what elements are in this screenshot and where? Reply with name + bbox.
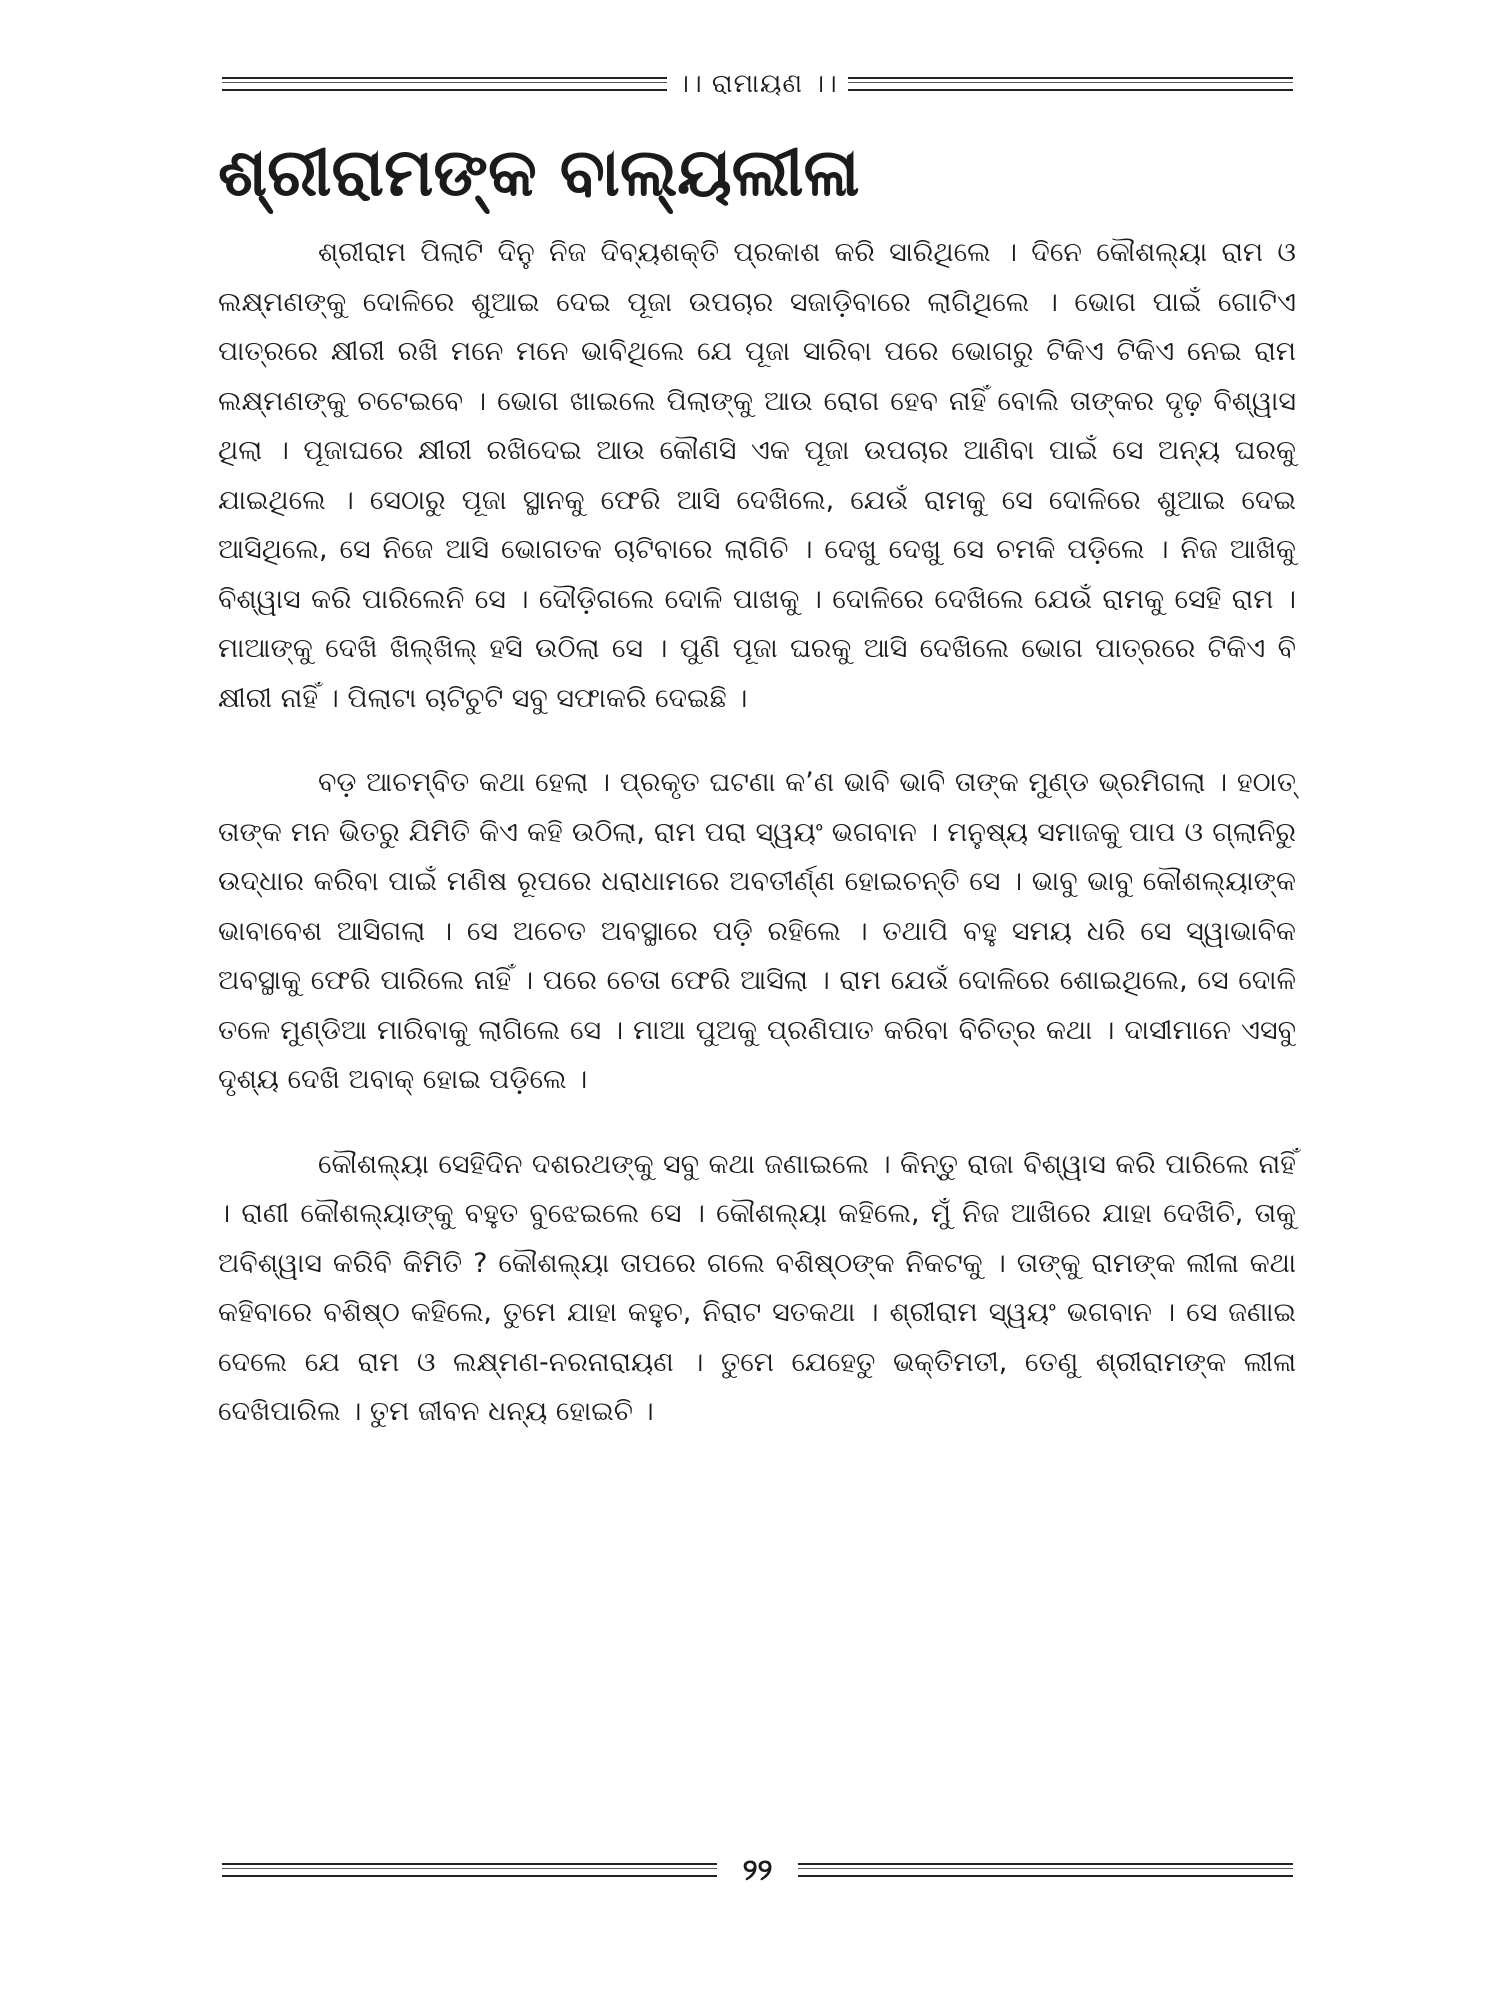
body-text — [218, 228, 1296, 1472]
page-number: ୨୨ — [742, 1852, 773, 1888]
header-rule-left — [222, 77, 667, 91]
header-rule-right — [848, 77, 1293, 91]
paragraph-2: ବଡ଼ ଆଚମ୍ବିତ କଥା ହେଲା । ପ୍ରକୃତ ଘଟଣା କ’ଣ ଭାବି ଭାବି ତାଙ୍କ ମୁଣ୍ଡ ଭ୍ରମିଗଲା । ହଠାତ୍ ତାଙ୍କ ମନ ଭିତରୁ ଯିମିତି କିଏ କହି ଉଠିଲା, ରାମ ପରା ସ୍ୱୟଂ ଭଗବାନ । ମନୁଷ୍ୟ ସମାଜକୁ ପାପ ଓ ଗ୍ଲାନିରୁ ଉଦ୍ଧାର କରିବା ପାଇଁ ମଣିଷ ରୂପରେ ଧରାଧାମରେ ଅବତୀର୍ଣ୍ଣ ହୋଇଚନ୍ତି ସେ । ଭାବୁ ଭାବୁ କୌଶଲ୍ୟାଙ୍କ ଭାବାବେଶ ଆସିଗଲା । ସେ ଅଚେତ ଅବସ୍ଥାରେ ପଡ଼ି ରହିଲେ । ତଥାପି ବହୁ ସମୟ ଧରି ସେ ସ୍ୱାଭାବିକ ଅବସ୍ଥାକୁ ଫେରି ପାରିଲେ ନାହିଁ । ପରେ ଚେତା ଫେରି ଆସିଲା । ରାମ ଯେଉଁ ଦୋଳିରେ ଶୋଇଥିଲେ, ସେ ଦୋଳି ତଳେ ମୁଣ୍ଡିଆ ମାରିବାକୁ ଲାଗିଲେ ସେ । ମାଆ ପୁଅକୁ ପ୍ରଣିପାତ କରିବା ବିଚିତ୍ର କଥା । ଦାସୀମାନେ ଏସବୁ ଦୃଶ୍ୟ ଦେଖି ଅବାକ୍ ହୋଇ ପଡ଼ିଲେ । — [218, 767, 1296, 1095]
running-title: ।। ରାମାୟଣ ।। — [677, 68, 838, 99]
chapter-title: ଶ୍ରୀରାମଙ୍କ ବାଲ୍ୟଲୀଳା — [218, 134, 860, 211]
footer-rule-right — [798, 1863, 1293, 1877]
footer-rule-left — [222, 1863, 717, 1877]
page-footer — [222, 1850, 1293, 1890]
paragraph-1: ଶ୍ରୀରାମ ପିଲାଟି ଦିନୁ ନିଜ ଦିବ୍ୟଶକ୍ତି ପ୍ରକାଶ କରି ସାରିଥିଲେ । ଦିନେ କୌଶଲ୍ୟା ରାମ ଓ ଲକ୍ଷ୍ମଣଙ୍କୁ ଦୋଳିରେ ଶୁଆଇ ଦେଇ ପୂଜା ଉପଚାର ସଜାଡ଼ିବାରେ ଲାଗିଥିଲେ । ଭୋଗ ପାଇଁ ଗୋଟିଏ ପାତ୍ରରେ କ୍ଷୀରୀ ରଖି ମନେ ମନେ ଭାବିଥିଲେ ଯେ ପୂଜା ସାରିବା ପରେ ଭୋଗରୁ ଟିକିଏ ଟିକିଏ ନେଇ ରାମ ଲକ୍ଷ୍ମଣଙ୍କୁ ଚଟେଇବେ । ଭୋଗ ଖାଇଲେ ପିଲାଙ୍କୁ ଆଉ ରୋଗ ହେବ ନାହିଁ ବୋଲି ତାଙ୍କର ଦୃଢ଼ ବିଶ୍ୱାସ ଥିଲା । ପୂଜାଘରେ କ୍ଷୀରୀ ରଖିଦେଇ ଆଉ କୌଣସି ଏକ ପୂଜା ଉପଚାର ଆଣିବା ପାଇଁ ସେ ଅନ୍ୟ ଘରକୁ ଯାଇଥିଲେ । ସେଠାରୁ ପୂଜା ସ୍ଥାନକୁ ଫେରି ଆସି ଦେଖିଲେ, ଯେଉଁ ରାମକୁ ସେ ଦୋଳିରେ ଶୁଆଇ ଦେଇ ଆସିଥିଲେ, ସେ ନିଜେ ଆସି ଭୋଗତକ ଚାଟିବାରେ ଲାଗିଚି । ଦେଖୁ ଦେଖୁ ସେ ଚମକି ପଡ଼ିଲେ । ନିଜ ଆଖିକୁ ବିଶ୍ୱାସ କରି ପାରିଲେନି ସେ । ଦୌଡ଼ିଗଲେ ଦୋଳି ପାଖକୁ । ଦୋଳିରେ ଦେଖିଲେ ଯେଉଁ ରାମକୁ ସେହି ରାମ । ମାଆଙ୍କୁ ଦେଖି ଖିଲ୍‌ଖିଲ୍ ହସି ଉଠିଲା ସେ । ପୁଣି ପୂଜା ଘରକୁ ଆସି ଦେଖିଲେ ଭୋଗ ପାତ୍ରରେ ଟିକିଏ ବି କ୍ଷୀରୀ ନାହିଁ । ପିଲାଟା ଚାଟିଚୁଟି ସବୁ ସଫାକରି ଦେଇଛି । — [218, 237, 1296, 714]
running-header — [222, 64, 1293, 104]
paragraph-3: କୌଶଲ୍ୟା ସେହିଦିନ ଦଶରଥଙ୍କୁ ସବୁ କଥା ଜଣାଇଲେ । କିନ୍ତୁ ରାଜା ବିଶ୍ୱାସ କରି ପାରିଲେ ନାହିଁ । ରାଣୀ କୌଶଲ୍ୟାଙ୍କୁ ବହୁତ ବୁଝେଇଲେ ସେ । କୌଶଲ୍ୟା କହିଲେ, ମୁଁ ନିଜ ଆଖିରେ ଯାହା ଦେଖିଚି, ତାକୁ ଅବିଶ୍ୱାସ କରିବି କିମିତି ? କୌଶଲ୍ୟା ତାପରେ ଗଲେ ବଶିଷ୍ଠଙ୍କ ନିକଟକୁ । ତାଙ୍କୁ ରାମଙ୍କ ଲୀଳା କଥା କହିବାରେ ବଶିଷ୍ଠ କହିଲେ, ତୁମେ ଯାହା କହୁଚ, ନିରାଟ ସତକଥା । ଶ୍ରୀରାମ ସ୍ୱୟଂ ଭଗବାନ । ସେ ଜଣାଇ ଦେଲେ ଯେ ରାମ ଓ ଲକ୍ଷ୍ମଣ-ନରନାରାୟଣ । ତୁମେ ଯେହେତୁ ଭକ୍ତିମତୀ, ତେଣୁ ଶ୍ରୀରାମଙ୍କ ଲୀଳା ଦେଖିପାରିଲ । ତୁମ ଜୀବନ ଧନ୍ୟ ହୋଇଚି । — [218, 1148, 1296, 1427]
